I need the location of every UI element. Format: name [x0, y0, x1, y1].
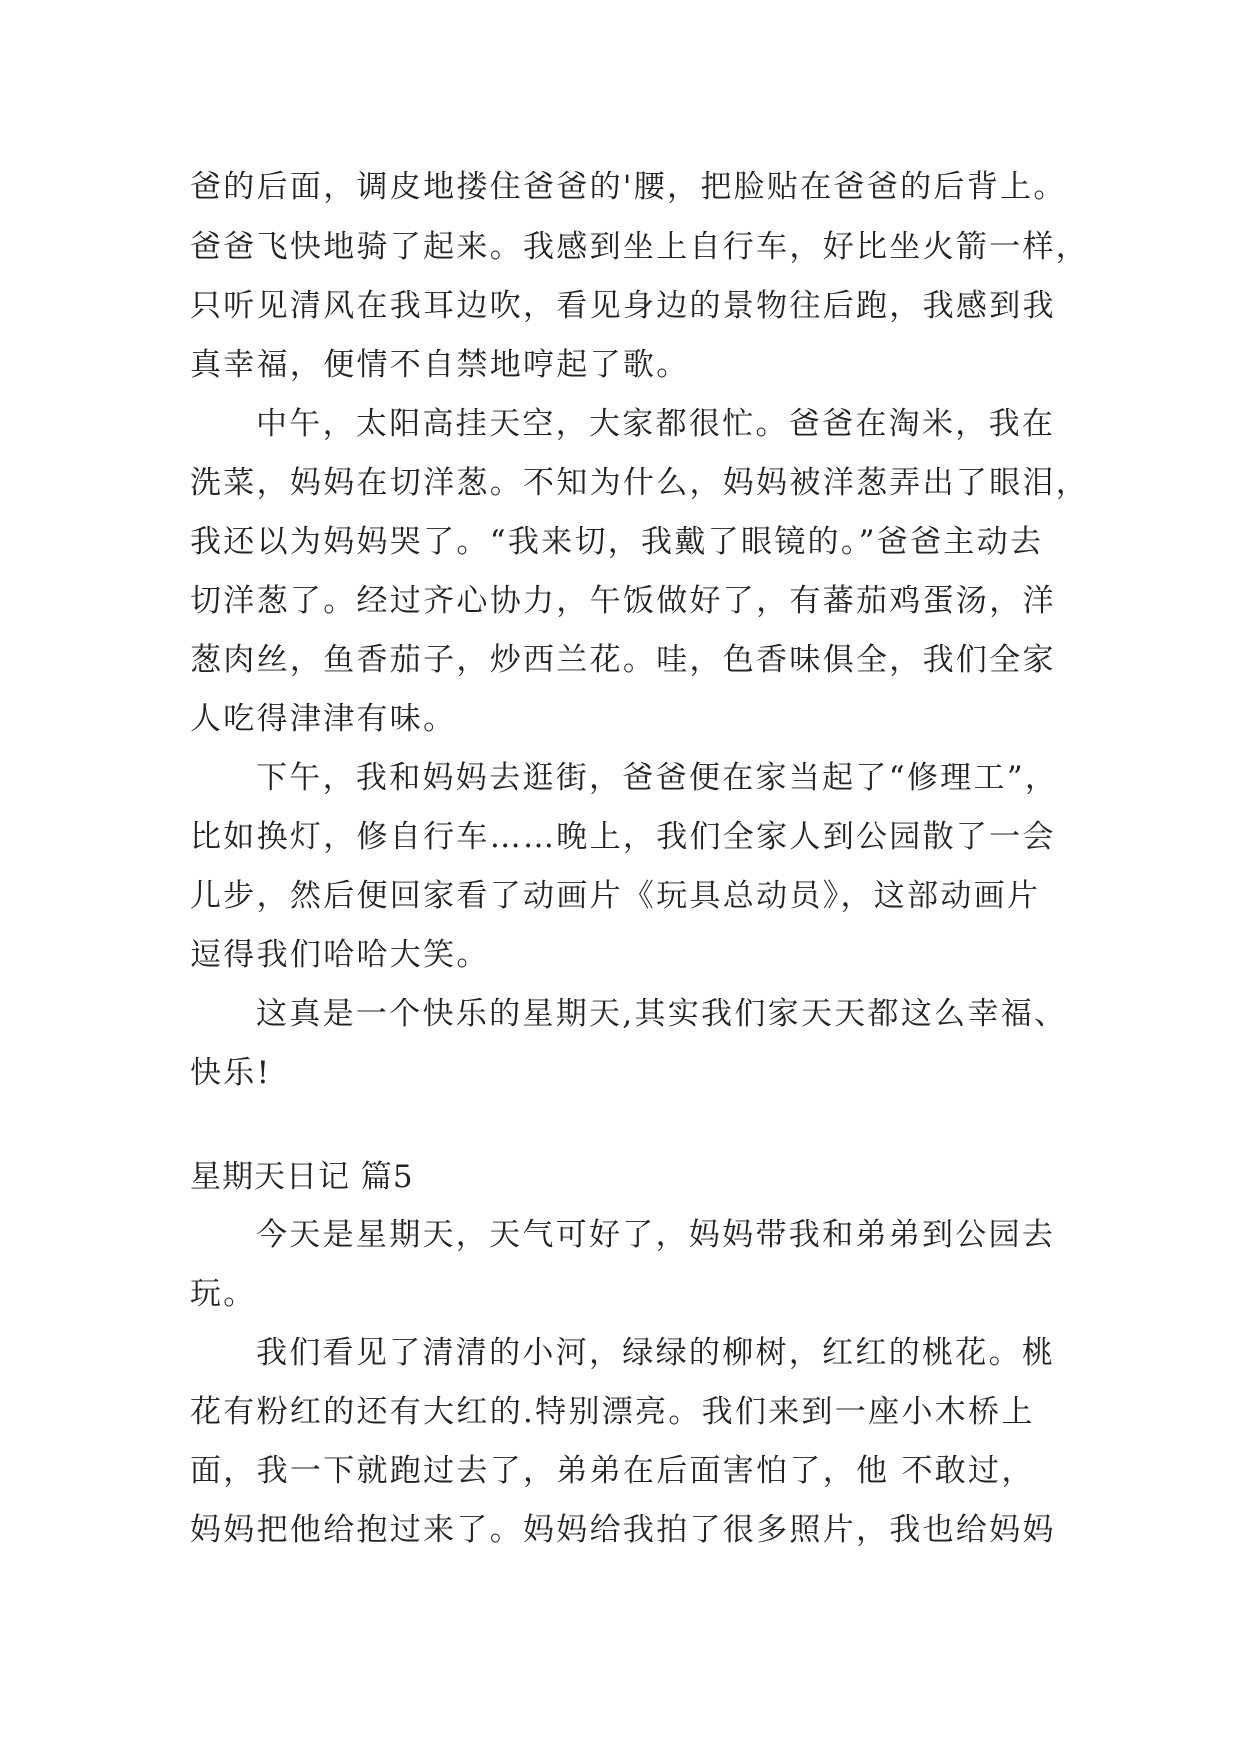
- text-line: 花有粉红的还有大红的.特别漂亮。我们来到一座小木桥上: [190, 1394, 1035, 1430]
- section-title: 星期天日记 篇5: [190, 1159, 414, 1195]
- text-line: 切洋葱了。经过齐心协力，午饭做好了，有蕃茄鸡蛋汤，洋: [190, 583, 1056, 619]
- text-line: 儿步，然后便回家看了动画片《玩具总动员》，这部动画片: [190, 878, 1041, 914]
- text-line: 爸爸飞快地骑了起来。我感到坐上自行车，好比坐火箭一样，: [190, 229, 1090, 265]
- text-line: 人吃得津津有味。: [190, 701, 457, 737]
- text-line: 面，我一下就跑过去了，弟弟在后面害怕了，他 不敢过，: [190, 1453, 1035, 1489]
- text-line: 我们看见了清清的小河，绿绿的柳树，红红的桃花。桃: [256, 1335, 1056, 1371]
- text-line: 快乐!: [190, 1055, 272, 1091]
- text-line: 妈妈把他给抱过来了。妈妈给我拍了很多照片，我也给妈妈: [190, 1512, 1056, 1548]
- text-line: 只听见清风在我耳边吹，看见身边的景物往后跑，我感到我: [190, 288, 1056, 324]
- text-line: 中午，太阳高挂天空，大家都很忙。爸爸在淘米，我在: [256, 406, 1056, 442]
- text-line: 下午，我和妈妈去逛街，爸爸便在家当起了“修理工”，: [256, 760, 1059, 796]
- text-line: 玩。: [190, 1276, 257, 1312]
- text-line: 真幸福，便情不自禁地哼起了歌。: [190, 347, 690, 383]
- text-line: 逗得我们哈哈大笑。: [190, 937, 490, 973]
- text-line: 洗菜，妈妈在切洋葱。不知为什么，妈妈被洋葱弄出了眼泪，: [190, 465, 1090, 501]
- text-line: 我还以为妈妈哭了。“我来切，我戴了眼镜的。”爸爸主动去: [190, 524, 1044, 560]
- text-line: 葱肉丝，鱼香茄子，炒西兰花。哇，色香味俱全，我们全家: [190, 642, 1056, 678]
- text-line: 这真是一个快乐的星期天,其实我们家天天都这么幸福、: [256, 996, 1068, 1032]
- text-line: 爸的后面，调皮地搂住爸爸的'腰，把脸贴在爸爸的后背上。: [190, 169, 1067, 205]
- text-line: 比如换灯，修自行车……晚上，我们全家人到公园散了一会: [190, 819, 1056, 855]
- text-line: 今天是星期天，天气可好了，妈妈带我和弟弟到公园去: [256, 1217, 1056, 1253]
